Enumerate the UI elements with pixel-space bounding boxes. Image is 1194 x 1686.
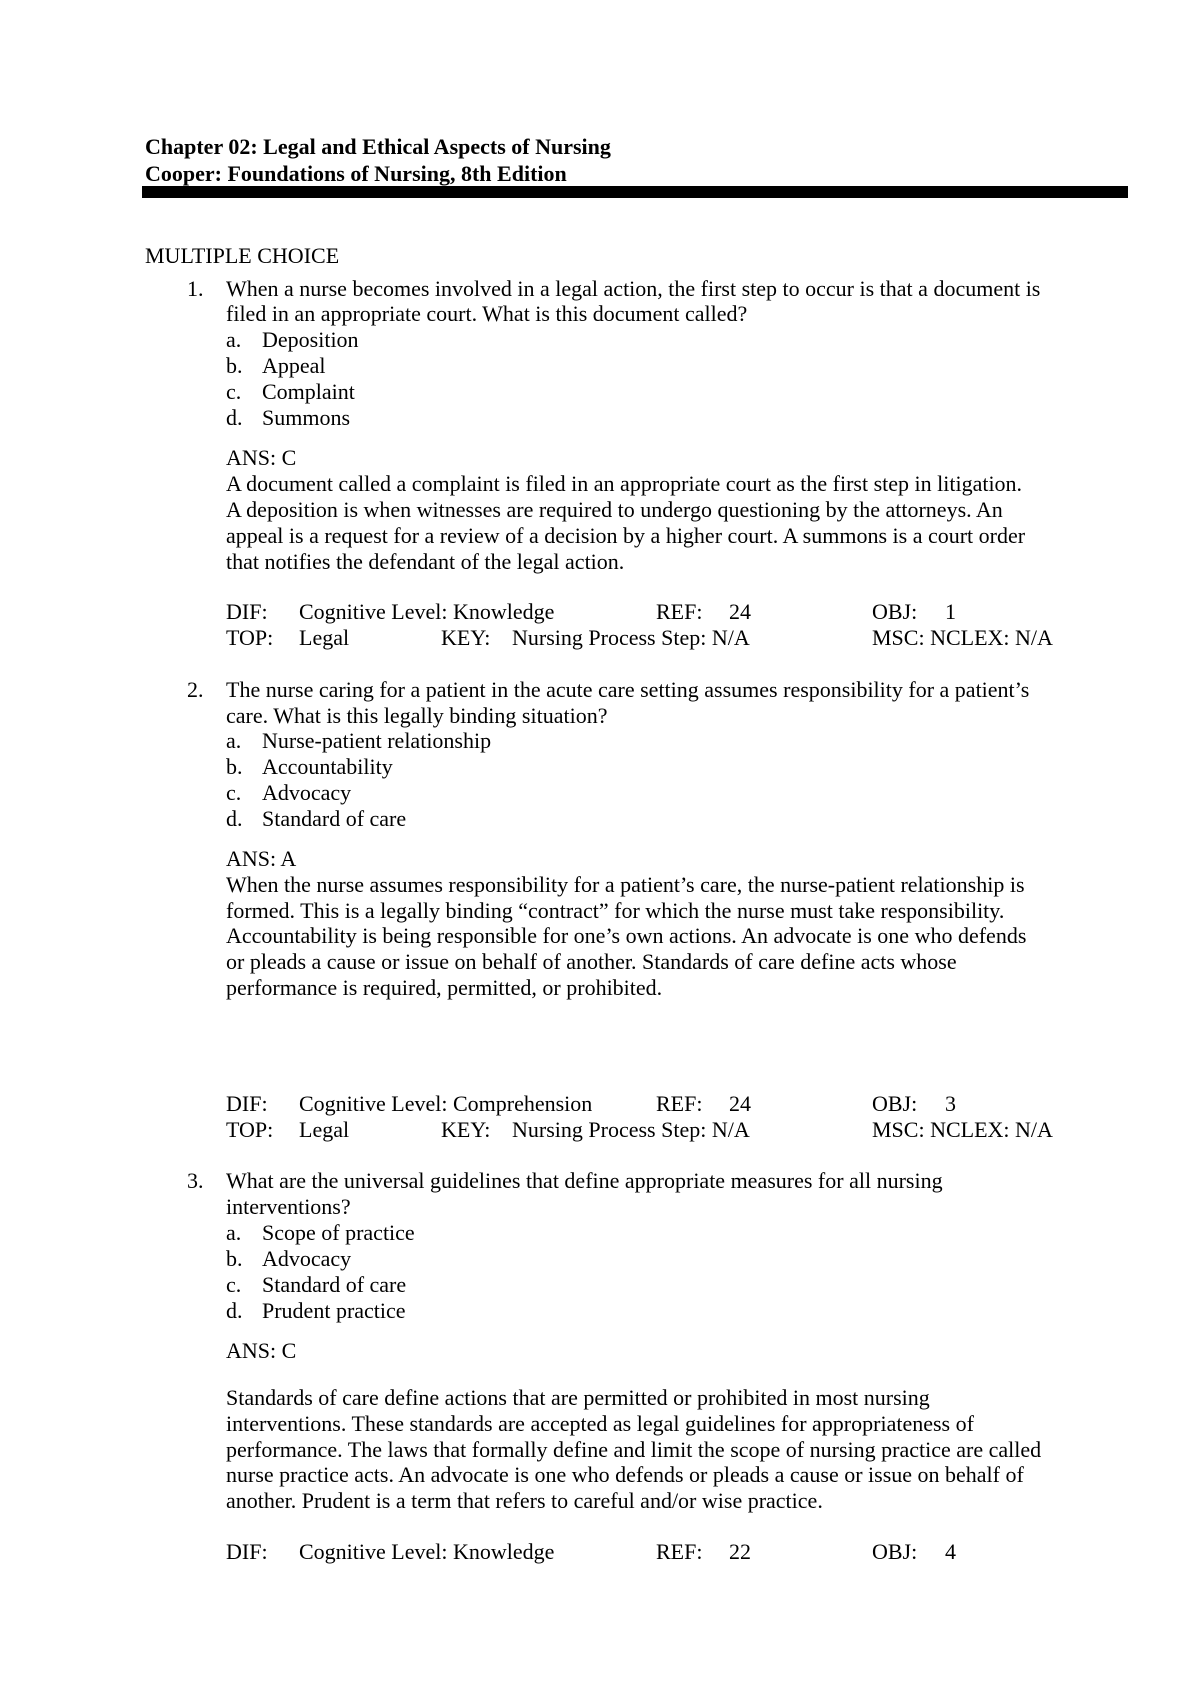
answer-option	[226, 805, 406, 833]
rationale-line: performance is required, permitted, or prohibited.	[226, 975, 663, 1000]
question-number: 3.	[187, 1168, 204, 1193]
msc-value: MSC: NCLEX: N/A	[872, 625, 1053, 650]
obj-value: 4	[945, 1539, 956, 1564]
option-letter: d.	[226, 806, 243, 831]
question-number: 1.	[187, 276, 204, 301]
msc-value: MSC: NCLEX: N/A	[872, 1117, 1053, 1142]
rationale-line: A document called a complaint is filed in an appropriate court as the first step in litigation.	[226, 471, 1023, 496]
ref-value: 22	[729, 1539, 751, 1564]
header-rule	[142, 186, 1128, 198]
option-letter: d.	[226, 1298, 243, 1323]
answer-key: ANS: C	[226, 445, 297, 470]
option-text: Appeal	[262, 353, 326, 378]
key-label: KEY:	[441, 625, 491, 650]
option-text: Deposition	[262, 327, 359, 352]
option-text: Complaint	[262, 379, 355, 404]
obj-value: 3	[945, 1091, 956, 1116]
option-letter: c.	[226, 780, 242, 805]
rationale-line: nurse practice acts. An advocate is one who defends or pleads a cause or issue on behalf of	[226, 1462, 1024, 1487]
key-value: Nursing Process Step: N/A	[512, 625, 750, 650]
answer-option	[226, 1271, 406, 1299]
answer-option	[226, 352, 326, 380]
dif-label: DIF:	[226, 1539, 268, 1564]
question-text-line: When a nurse becomes involved in a legal action, the first step to occur is that a document is	[226, 276, 1041, 301]
option-letter: a.	[226, 327, 242, 352]
ref-value: 24	[729, 1091, 751, 1116]
rationale-line: formed. This is a legally binding “contract” for which the nurse must take responsibility.	[226, 898, 1005, 923]
answer-option	[226, 1219, 415, 1247]
rationale-line: appeal is a request for a review of a decision by a higher court. A summons is a court order	[226, 523, 1026, 548]
section-title: MULTIPLE CHOICE	[145, 243, 340, 268]
option-letter: d.	[226, 405, 243, 430]
obj-label: OBJ:	[872, 599, 918, 624]
option-letter: a.	[226, 1220, 242, 1245]
option-text: Summons	[262, 405, 351, 430]
key-value: Nursing Process Step: N/A	[512, 1117, 750, 1142]
option-text: Prudent practice	[262, 1298, 406, 1323]
answer-option	[226, 378, 355, 406]
answer-key: ANS: A	[226, 846, 297, 871]
option-text: Accountability	[262, 754, 393, 779]
top-label: TOP:	[226, 625, 274, 650]
answer-option	[226, 326, 359, 354]
answer-option	[226, 1245, 351, 1273]
rationale-line: another. Prudent is a term that refers to careful and/or wise practice.	[226, 1488, 823, 1513]
rationale-line: that notifies the defendant of the legal action.	[226, 549, 625, 574]
ref-label: REF:	[656, 1091, 703, 1116]
question-text-line: filed in an appropriate court. What is this document called?	[226, 301, 748, 326]
option-letter: c.	[226, 1272, 242, 1297]
option-letter: b.	[226, 1246, 243, 1271]
option-letter: b.	[226, 353, 243, 378]
rationale-line: Standards of care define actions that are permitted or prohibited in most nursing	[226, 1385, 930, 1410]
ref-label: REF:	[656, 1539, 703, 1564]
answer-option	[226, 727, 491, 755]
obj-label: OBJ:	[872, 1539, 918, 1564]
question-text-line: interventions?	[226, 1194, 351, 1219]
dif-label: DIF:	[226, 599, 268, 624]
rationale-line: or pleads a cause or issue on behalf of another. Standards of care define acts whose	[226, 949, 957, 974]
ref-label: REF:	[656, 599, 703, 624]
rationale-line: performance. The laws that formally define and limit the scope of nursing practice are called	[226, 1437, 1042, 1462]
dif-value: Cognitive Level: Comprehension	[299, 1091, 593, 1116]
key-label: KEY:	[441, 1117, 491, 1142]
option-text: Scope of practice	[262, 1220, 415, 1245]
option-letter: a.	[226, 728, 242, 753]
question-text-line: care. What is this legally binding situation?	[226, 703, 608, 728]
option-text: Advocacy	[262, 1246, 352, 1271]
obj-value: 1	[945, 599, 956, 624]
option-text: Nurse-patient relationship	[262, 728, 492, 753]
option-letter: c.	[226, 379, 242, 404]
rationale-line: When the nurse assumes responsibility for a patient’s care, the nurse-patient relationship is	[226, 872, 1025, 897]
option-letter: b.	[226, 754, 243, 779]
answer-option	[226, 1297, 406, 1325]
dif-label: DIF:	[226, 1091, 268, 1116]
answer-option	[226, 779, 351, 807]
answer-key: ANS: C	[226, 1338, 297, 1363]
book-title: Cooper: Foundations of Nursing, 8th Edition	[145, 161, 567, 186]
rationale-line: interventions. These standards are accepted as legal guidelines for appropriateness of	[226, 1411, 974, 1436]
chapter-title: Chapter 02: Legal and Ethical Aspects of Nursing	[145, 134, 611, 159]
question-text-line: The nurse caring for a patient in the acute care setting assumes responsibility for a patient’s	[226, 677, 1030, 702]
option-text: Standard of care	[262, 806, 407, 831]
rationale-line: A deposition is when witnesses are required to undergo questioning by the attorneys. An	[226, 497, 1003, 522]
top-value: Legal	[299, 1117, 350, 1142]
option-text: Standard of care	[262, 1272, 407, 1297]
top-label: TOP:	[226, 1117, 274, 1142]
question-text-line: What are the universal guidelines that define appropriate measures for all nursing	[226, 1168, 943, 1193]
obj-label: OBJ:	[872, 1091, 918, 1116]
rationale-line: Accountability is being responsible for one’s own actions. An advocate is one who defends	[226, 923, 1027, 948]
answer-option	[226, 753, 393, 781]
answer-option	[226, 404, 350, 432]
dif-value: Cognitive Level: Knowledge	[299, 1539, 555, 1564]
ref-value: 24	[729, 599, 751, 624]
option-text: Advocacy	[262, 780, 352, 805]
question-number: 2.	[187, 677, 204, 702]
top-value: Legal	[299, 625, 350, 650]
dif-value: Cognitive Level: Knowledge	[299, 599, 555, 624]
